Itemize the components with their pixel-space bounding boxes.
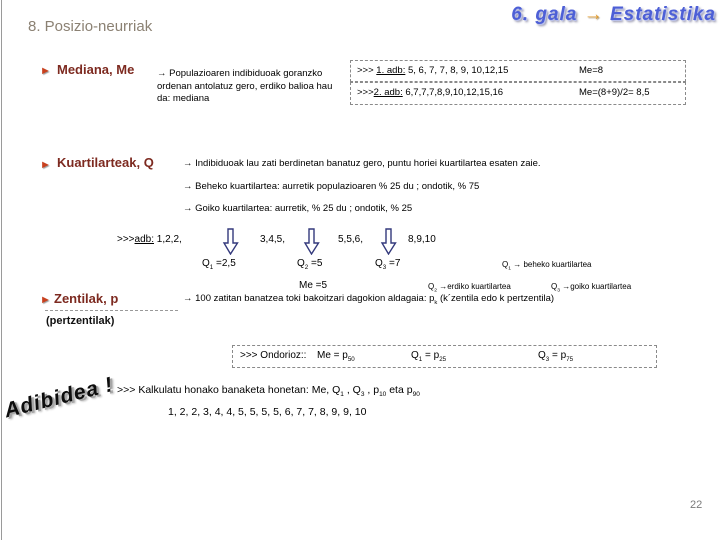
ondorioz-q3: $Q_3 = p_{75}$ bbox=[538, 350, 574, 363]
bullet-arrow-icon: ► bbox=[40, 159, 51, 171]
example-group-1: 1,2,2, bbox=[156, 234, 182, 245]
q2-value: $Q_2 =5$ bbox=[297, 258, 323, 271]
example-arrows: >>> bbox=[357, 87, 374, 98]
q3-note: $Q_3$ →goiko kuartilartea bbox=[551, 282, 632, 294]
mediana-example-2-text bbox=[357, 87, 503, 98]
header-wordart-suffix: Estatistika bbox=[609, 4, 716, 25]
footer-wordart: Adibidea ! bbox=[2, 373, 116, 423]
ondorioz-q1: $Q_1 = p_{25}$ bbox=[411, 350, 447, 363]
mediana-description: → Populazioaren indibiduoak goranzko ordenan antolatuz gero, erdiko balioa hau da: mediana bbox=[157, 68, 333, 105]
q1-value: $Q_1 =2,5$ bbox=[202, 258, 236, 271]
ondorioz-label: >>> Ondorioz:: bbox=[240, 350, 307, 361]
header-wordart-prefix: 6. gala bbox=[511, 4, 578, 25]
mediana-heading: Mediana, Me bbox=[57, 62, 135, 77]
median-value: Me =5 bbox=[299, 280, 328, 291]
kuartilak-line-1: → Indibiduoak lau zati berdinetan banatuz gero, puntu horiei kuartilartea esaten zaie. bbox=[183, 158, 541, 169]
q1-note: $Q_1$ → beheko kuartilartea bbox=[502, 260, 592, 272]
kuartilak-example-prefix bbox=[117, 234, 182, 245]
example-arrows: >>> bbox=[117, 234, 135, 245]
mediana-example-box-2 bbox=[350, 82, 686, 105]
mediana-example-1-text bbox=[357, 65, 508, 76]
bullet-arrow-icon: ► bbox=[40, 65, 51, 77]
ondorioz-me: $Me = p_{50}$ bbox=[317, 350, 355, 363]
kuartilak-heading: Kuartilarteak, Q bbox=[57, 155, 154, 170]
zentilak-dashed-underline bbox=[45, 310, 178, 311]
down-arrow-icon bbox=[380, 228, 397, 260]
mediana-example-2-result: Me=(8+9)/2= 8,5 bbox=[579, 87, 650, 98]
page-title: 8. Posizio-neurriak bbox=[28, 18, 153, 35]
kuartilak-line-2: → Beheko kuartilartea: aurretik populazioaren % 25 du ; ondotik, % 75 bbox=[183, 181, 480, 192]
mediana-example-1-result: Me=8 bbox=[579, 65, 604, 76]
down-arrow-icon bbox=[222, 228, 239, 260]
bullet-arrow-icon: ► bbox=[40, 294, 51, 306]
mediana-example-box-1 bbox=[350, 60, 686, 82]
zentilak-description: → 100 zatitan banatzea toki bakoitzari dagokion aldagaia: $p_k$ (k´zentila edo k pertzentila) bbox=[183, 293, 555, 306]
example-values: 6,7,7,7,8,9,10,12,15,16 bbox=[405, 87, 504, 98]
example-group-4: 8,9,10 bbox=[408, 234, 436, 245]
slide-left-border bbox=[1, 0, 2, 540]
header-wordart bbox=[511, 4, 716, 26]
zentilak-heading: Zentilak, p bbox=[54, 291, 119, 306]
page-number: 22 bbox=[690, 499, 703, 511]
example-label: 2. adb: bbox=[373, 87, 403, 98]
example-arrows: >>> bbox=[357, 65, 374, 76]
right-arrow-icon: → bbox=[583, 4, 604, 25]
kuartilak-line-3: → Goiko kuartilartea: aurretik, % 25 du ; ondotik, % 25 bbox=[183, 203, 413, 214]
down-arrow-icon bbox=[303, 228, 320, 260]
example-values: 5, 6, 7, 7, 8, 9, 10,12,15 bbox=[408, 65, 509, 76]
example-label: 1. adb: bbox=[376, 65, 406, 76]
example-label: adb: bbox=[134, 234, 154, 245]
exercise-prompt: >>> Kalkulatu honako banaketa honetan: Me, $Q_1$ , $Q_3$ , $p_{10}$ eta $p_{90}$ bbox=[117, 384, 420, 399]
q3-value: $Q_3 =7$ bbox=[375, 258, 401, 271]
exercise-data-line: 1, 2, 2, 3, 4, 4, 5, 5, 5, 5, 6, 7, 7, 8, 9, 9, 10 bbox=[168, 406, 367, 418]
example-group-3: 5,5,6, bbox=[338, 234, 364, 245]
example-group-2: 3,4,5, bbox=[260, 234, 286, 245]
q2-note: $Q_2$ →erdiko kuartilartea bbox=[428, 282, 511, 294]
zentilak-subheading: (pertzentilak) bbox=[46, 315, 115, 327]
ondorioz-box bbox=[232, 345, 657, 368]
